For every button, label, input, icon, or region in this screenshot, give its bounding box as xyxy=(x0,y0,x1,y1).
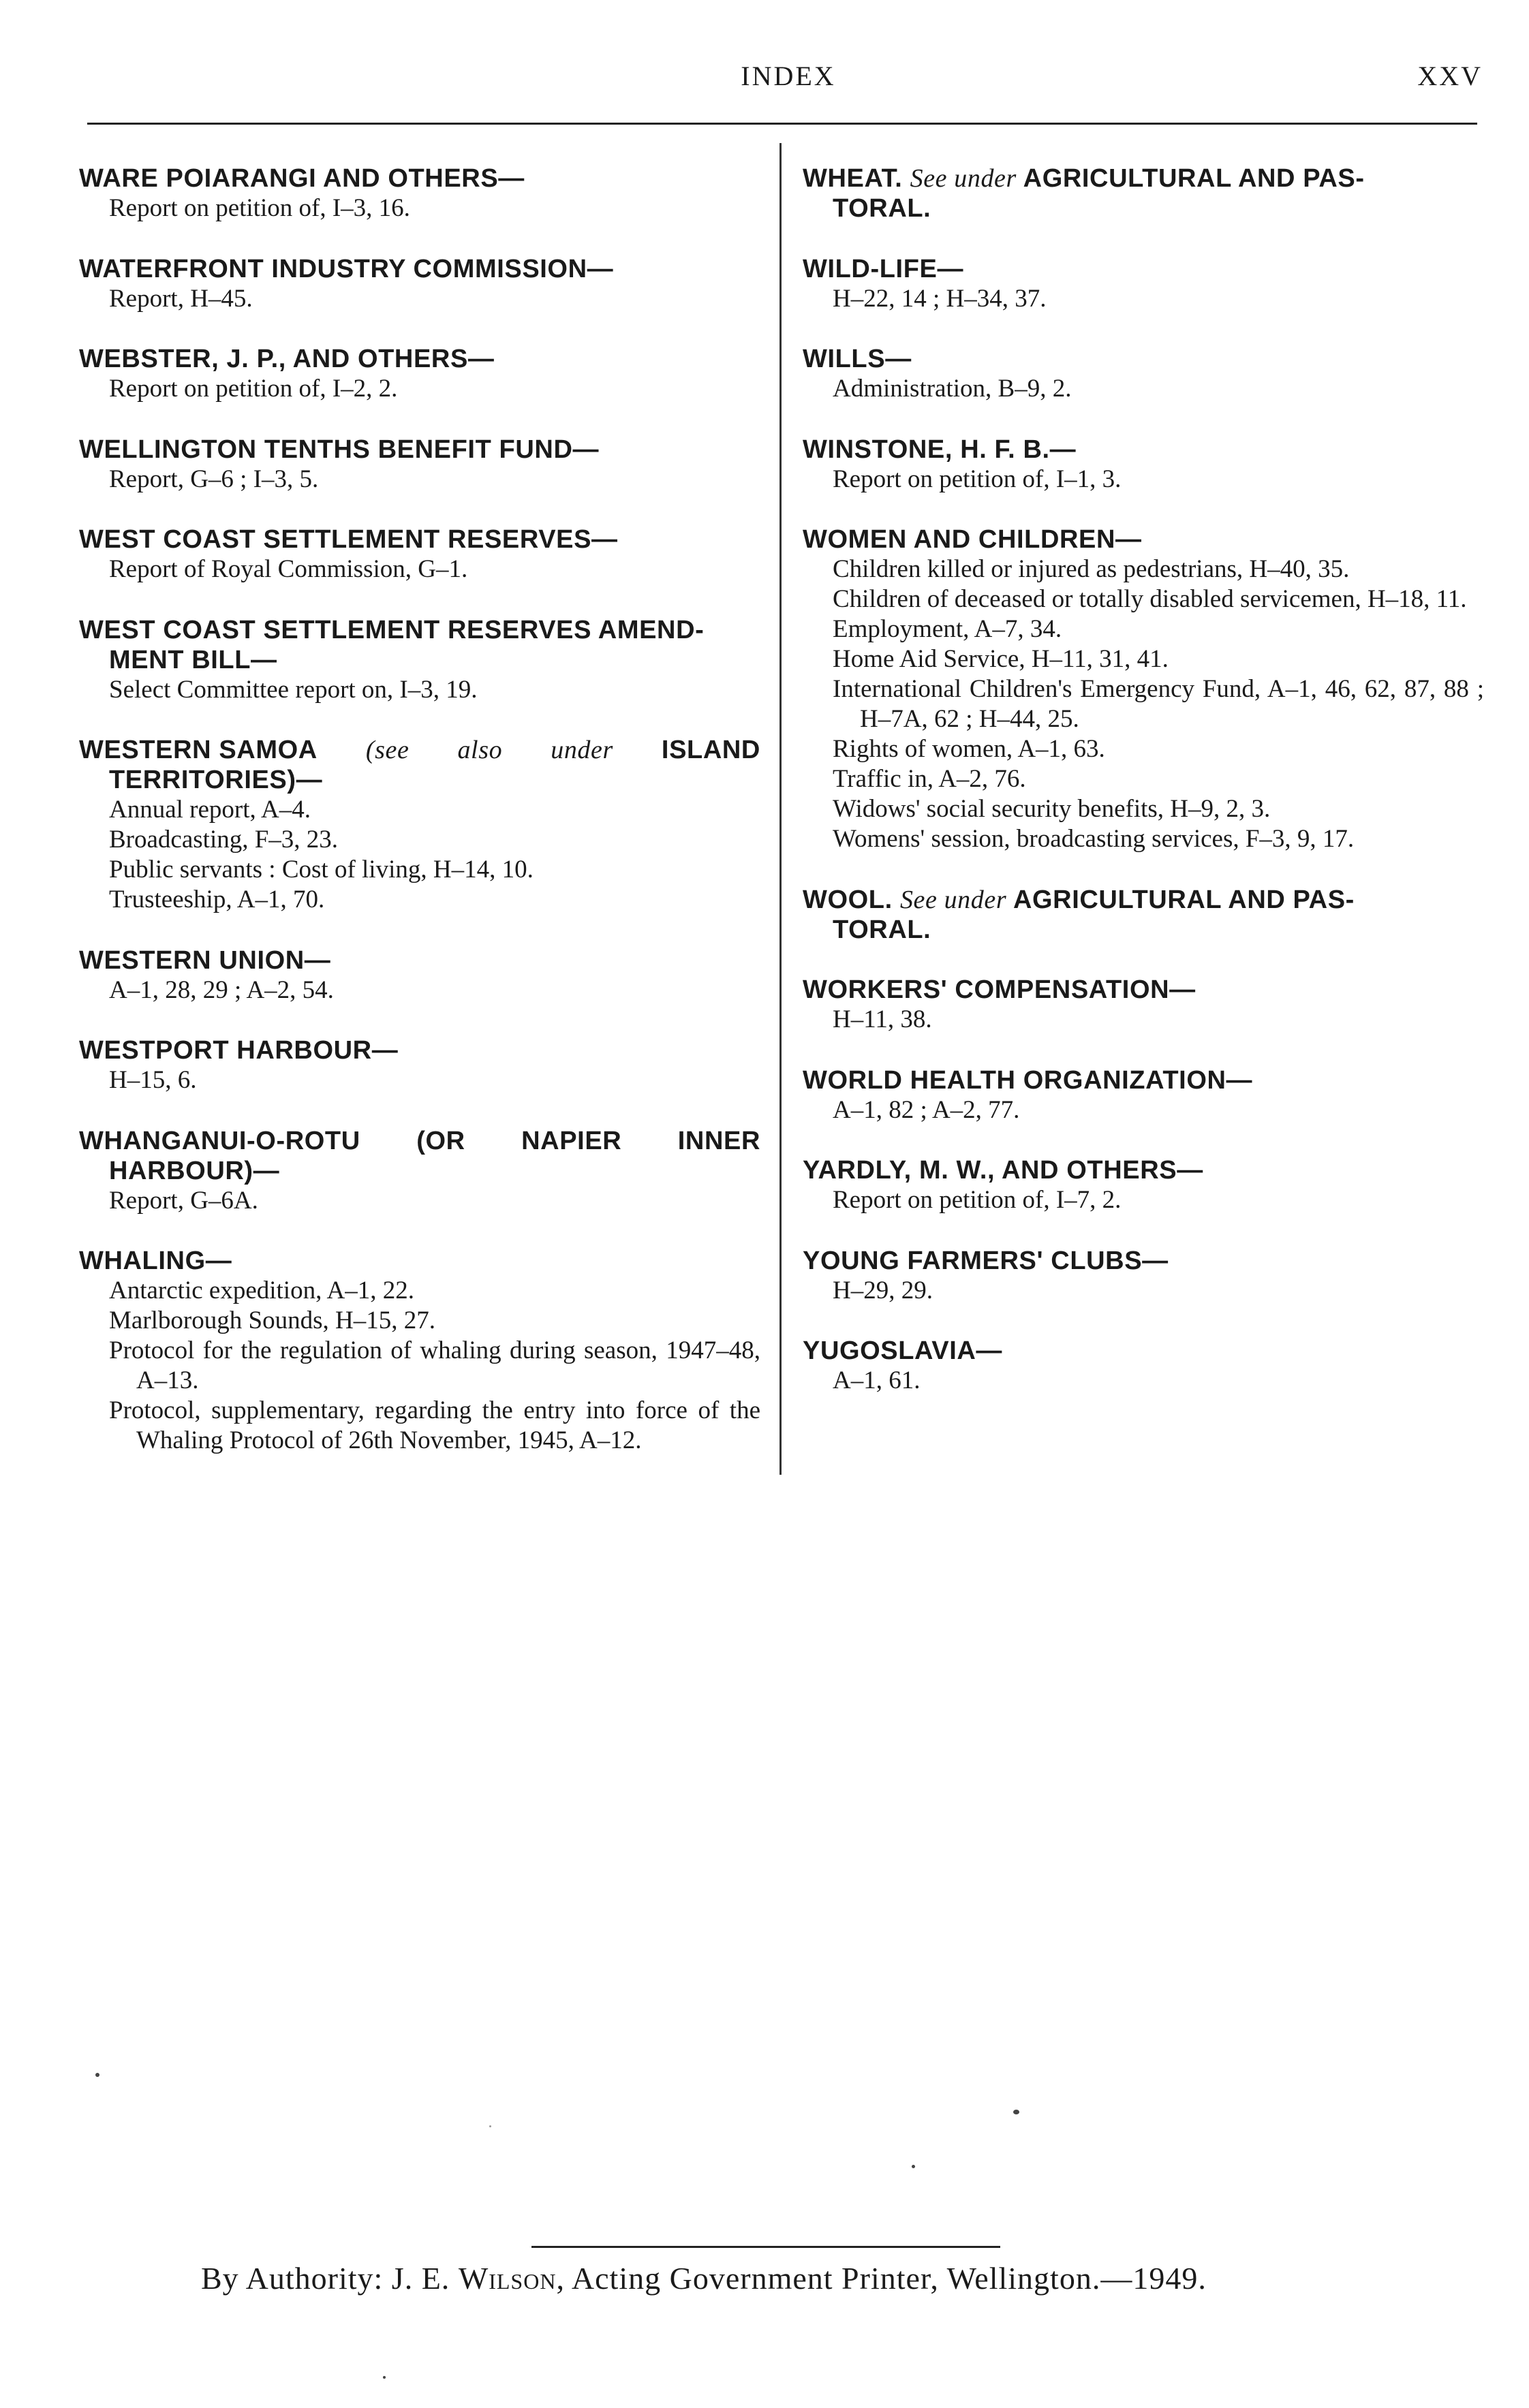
index-entry xyxy=(79,945,760,1005)
index-entry xyxy=(79,1246,760,1456)
entry-sub: Trusteeship, A–1, 70. xyxy=(109,886,325,913)
heading-line: WHANGANUI-O-ROTU (OR NAPIER INNER xyxy=(79,1126,760,1155)
right-column xyxy=(803,163,1484,1426)
index-entry xyxy=(803,435,1484,495)
index-entry xyxy=(803,1246,1484,1306)
heading-continuation: TORAL. xyxy=(833,915,931,944)
entry-heading xyxy=(803,885,1484,945)
entry-sub: Traffic in, A–2, 76. xyxy=(833,765,1026,793)
entry-heading xyxy=(803,163,1484,223)
column-divider xyxy=(779,143,782,1475)
imprint-suffix: , Acting Government Printer, Wellington.—1949. xyxy=(556,2261,1207,2296)
footer-rule xyxy=(531,2246,1000,2248)
entry-heading: WEBSTER, J. P., AND OTHERS— xyxy=(79,345,495,373)
entry-heading: YUGOSLAVIA— xyxy=(803,1336,1003,1365)
index-entry xyxy=(79,163,760,223)
entry-sub: H–29, 29. xyxy=(833,1276,933,1304)
scan-speck xyxy=(1013,2110,1019,2114)
entry-sub: Broadcasting, F–3, 23. xyxy=(109,826,339,854)
entry-heading: YOUNG FARMERS' CLUBS— xyxy=(803,1246,1169,1275)
index-entry xyxy=(803,525,1484,854)
imprint-prefix: By Authority: J. E. xyxy=(201,2261,450,2296)
printer-name: Wilson xyxy=(458,2261,557,2296)
entry-heading: WORLD HEALTH ORGANIZATION— xyxy=(803,1065,1253,1095)
cross-reference: AGRICULTURAL AND PAS- xyxy=(1013,885,1355,914)
entry-sub: A–1, 82 ; A–2, 77. xyxy=(833,1095,1020,1124)
index-entry xyxy=(803,1155,1484,1215)
entry-heading xyxy=(79,1126,760,1186)
see-label: (see xyxy=(365,736,410,764)
entry-sub: H–11, 38. xyxy=(833,1005,932,1033)
entry-sub: Public servants : Cost of living, H–14, 10. xyxy=(109,856,534,884)
cross-reference: AGRICULTURAL AND PAS- xyxy=(1023,164,1365,193)
index-entry xyxy=(79,1126,760,1216)
entry-sub: Widows' social security benefits, H–9, 2, 3. xyxy=(833,795,1271,823)
entry-sub: H–22, 14 ; H–34, 37. xyxy=(833,284,1047,313)
entry-sub: Marlborough Sounds, H–15, 27. xyxy=(109,1307,435,1334)
entry-sub: Protocol, supplementary, regarding the entry into force of the Whaling Protocol of 26th November, 1945, A–12. xyxy=(109,1396,760,1454)
index-entry xyxy=(803,163,1484,223)
index-entry xyxy=(803,885,1484,945)
entry-heading: WARE POIARANGI AND OTHERS— xyxy=(79,164,525,193)
entry-sub: Annual report, A–4. xyxy=(109,796,311,824)
entry-sub: Select Committee report on, I–3, 19. xyxy=(109,675,478,704)
entry-sub: Womens' session, broadcasting services, F–3, 9, 17. xyxy=(833,825,1355,853)
entry-heading: WESTPORT HARBOUR— xyxy=(79,1036,399,1065)
scan-speck xyxy=(95,2073,99,2077)
entry-sub: H–15, 6. xyxy=(109,1066,197,1094)
printer-imprint xyxy=(201,2260,1359,2296)
heading-text: WOOL. xyxy=(803,885,893,914)
entry-heading xyxy=(79,615,760,675)
entry-sub: Home Aid Service, H–11, 31, 41. xyxy=(833,645,1169,673)
entry-heading xyxy=(79,735,760,795)
entry-sub: Children of deceased or totally disabled servicemen, H–18, 11. xyxy=(833,585,1467,613)
see-under-label: See under xyxy=(910,164,1017,193)
entry-sub: Report, G–6A. xyxy=(109,1186,258,1215)
entry-sub: Report of Royal Commission, G–1. xyxy=(109,555,468,583)
heading-continuation: MENT BILL— xyxy=(109,645,277,674)
entry-sub: International Children's Emergency Fund, A–1, 46, 62, 87, 88 ; H–7A, 62 ; H–44, 25. xyxy=(833,675,1484,733)
left-column xyxy=(79,163,760,1486)
cross-reference: ISLAND xyxy=(661,736,760,764)
heading-continuation: TERRITORIES)— xyxy=(109,766,323,794)
entry-sub: A–1, 61. xyxy=(833,1366,921,1394)
heading-line: WEST COAST SETTLEMENT RESERVES AMEND- xyxy=(79,615,705,644)
index-entry xyxy=(79,525,760,584)
see-under-label: See under xyxy=(899,885,1007,914)
entry-sub: Children killed or injured as pedestrians, H–40, 35. xyxy=(833,555,1350,583)
scan-speck xyxy=(912,2165,915,2168)
entry-heading: WILLS— xyxy=(803,345,912,373)
index-entry xyxy=(79,435,760,495)
entry-sub: Report, H–45. xyxy=(109,284,253,313)
entry-heading: YARDLY, M. W., AND OTHERS— xyxy=(803,1156,1203,1185)
entry-heading: WATERFRONT INDUSTRY COMMISSION— xyxy=(79,254,614,283)
heading-continuation: HARBOUR)— xyxy=(109,1156,280,1185)
scan-speck xyxy=(489,2125,491,2127)
entry-heading: WORKERS' COMPENSATION— xyxy=(803,975,1196,1004)
index-entry xyxy=(79,344,760,404)
page-title: INDEX xyxy=(741,61,836,91)
entry-heading: WESTERN UNION— xyxy=(79,945,331,975)
entry-sub: A–1, 28, 29 ; A–2, 54. xyxy=(109,975,334,1004)
entry-sub: Report on petition of, I–1, 3. xyxy=(833,465,1122,493)
entry-heading: WELLINGTON TENTHS BENEFIT FUND— xyxy=(79,435,600,464)
entry-heading: WILD-LIFE— xyxy=(803,254,964,283)
index-entry xyxy=(803,1065,1484,1125)
index-entry xyxy=(803,975,1484,1035)
entry-heading: WHALING— xyxy=(79,1247,232,1275)
heading-continuation: TORAL. xyxy=(833,194,931,223)
index-entry xyxy=(803,254,1484,314)
entry-sub: Administration, B–9, 2. xyxy=(833,375,1072,403)
entry-heading: WINSTONE, H. F. B.— xyxy=(803,435,1077,464)
scan-speck xyxy=(383,2376,386,2379)
entry-sub: Report, G–6 ; I–3, 5. xyxy=(109,465,319,493)
entry-sub: Employment, A–7, 34. xyxy=(833,615,1062,643)
page-header xyxy=(87,60,1489,101)
under-label: under xyxy=(551,736,613,764)
also-label: also xyxy=(457,736,503,764)
page-number: XXV xyxy=(1417,61,1483,91)
entry-sub: Protocol for the regulation of whaling during season, 1947–48, A–13. xyxy=(109,1336,760,1394)
entry-heading: WOMEN AND CHILDREN— xyxy=(803,525,1142,554)
header-rule xyxy=(87,123,1477,125)
entry-sub: Report on petition of, I–2, 2. xyxy=(109,375,398,403)
index-entry xyxy=(79,615,760,705)
heading-text: WHEAT. xyxy=(803,164,903,193)
entry-heading: WEST COAST SETTLEMENT RESERVES— xyxy=(79,525,618,554)
entry-sub: Antarctic expedition, A–1, 22. xyxy=(109,1277,415,1304)
index-entry xyxy=(803,344,1484,404)
entry-sub: Report on petition of, I–3, 16. xyxy=(109,194,410,222)
heading-text: WESTERN SAMOA xyxy=(79,736,318,764)
index-entry xyxy=(79,1035,760,1095)
index-entry xyxy=(79,735,760,915)
entry-sub: Report on petition of, I–7, 2. xyxy=(833,1186,1122,1214)
index-entry xyxy=(79,254,760,314)
entry-sub: Rights of women, A–1, 63. xyxy=(833,735,1105,763)
heading-line xyxy=(79,735,760,765)
index-entry xyxy=(803,1336,1484,1396)
